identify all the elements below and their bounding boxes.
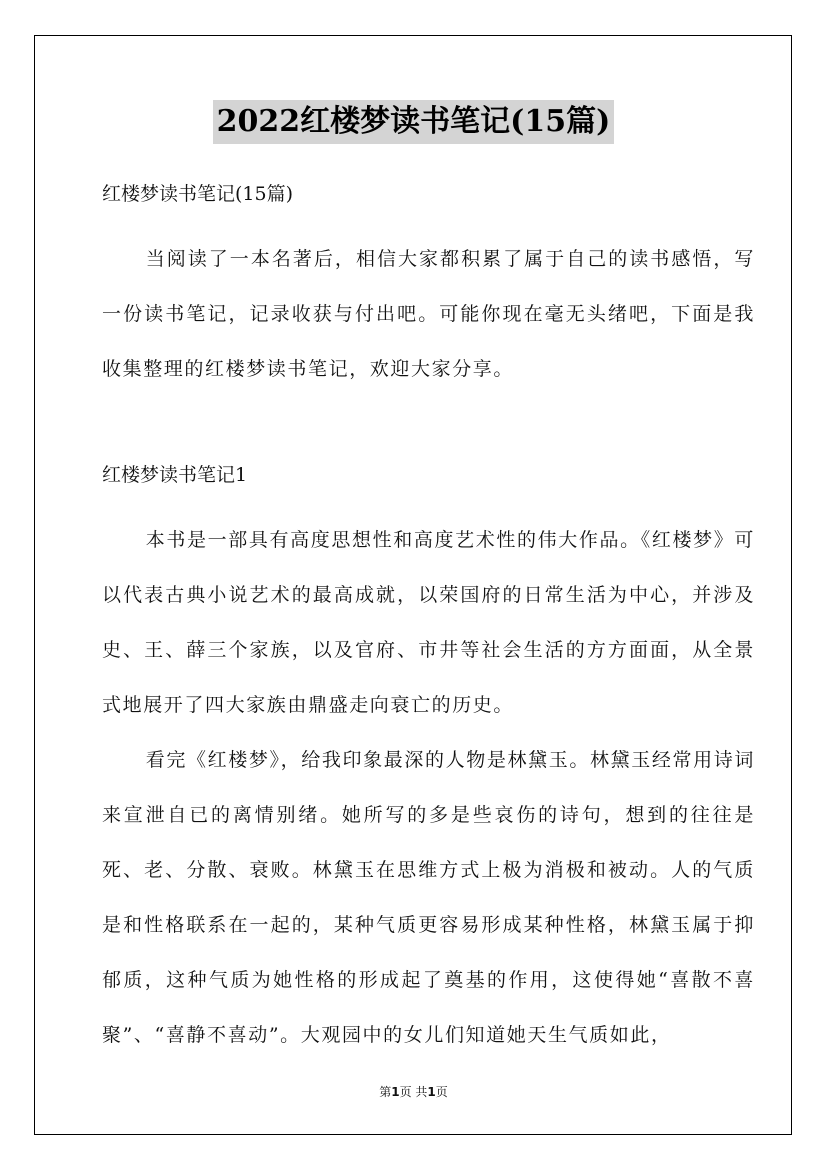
spacer	[102, 491, 755, 513]
footer-suffix: 页	[435, 1085, 448, 1099]
spacer	[102, 397, 755, 459]
footer-total-pages: 1	[427, 1085, 436, 1099]
section-heading: 红楼梦读书笔记1	[102, 464, 248, 486]
page-footer	[0, 1083, 827, 1100]
document-body	[102, 178, 755, 1063]
document-title: 2022红楼梦读书笔记(15篇)	[213, 100, 615, 144]
document-subtitle: 红楼梦读书笔记(15篇)	[102, 183, 294, 205]
title-container	[0, 100, 827, 144]
footer-middle: 页 共	[399, 1085, 428, 1099]
intro-paragraph: 当阅读了一本名著后，相信大家都积累了属于自己的读书感悟，写一份读书笔记，记录收获与付出吧。可能你现在毫无头绪吧，下面是我收集整理的红楼梦读书笔记，欢迎大家分享。	[102, 248, 755, 380]
spacer	[102, 210, 755, 232]
section-paragraph: 看完《红楼梦》，给我印象最深的人物是林黛玉。林黛玉经常用诗词来宣泄自已的离情别绪。她所写的多是些哀伤的诗句，想到的往往是死、老、分散、衰败。林黛玉在思维方式上极为消极和被动。人的气质是和性格联系在一起的，某种气质更容易形成某种性格，林黛玉属于抑郁质，这种气质为她性格的形成起了奠基的作用，这使得她“喜散不喜聚”、“喜静不喜动”。大观园中的女儿们知道她天生气质如此，	[102, 749, 755, 1046]
section-paragraph: 本书是一部具有高度思想性和高度艺术性的伟大作品。《红楼梦》可以代表古典小说艺术的最高成就，以荣国府的日常生活为中心，并涉及史、王、薛三个家族，以及官府、市井等社会生活的方方面面，从全景式地展开了四大家族由鼎盛走向衰亡的历史。	[102, 529, 755, 716]
footer-prefix: 第	[379, 1085, 392, 1099]
footer-page-number: 1	[391, 1085, 400, 1099]
